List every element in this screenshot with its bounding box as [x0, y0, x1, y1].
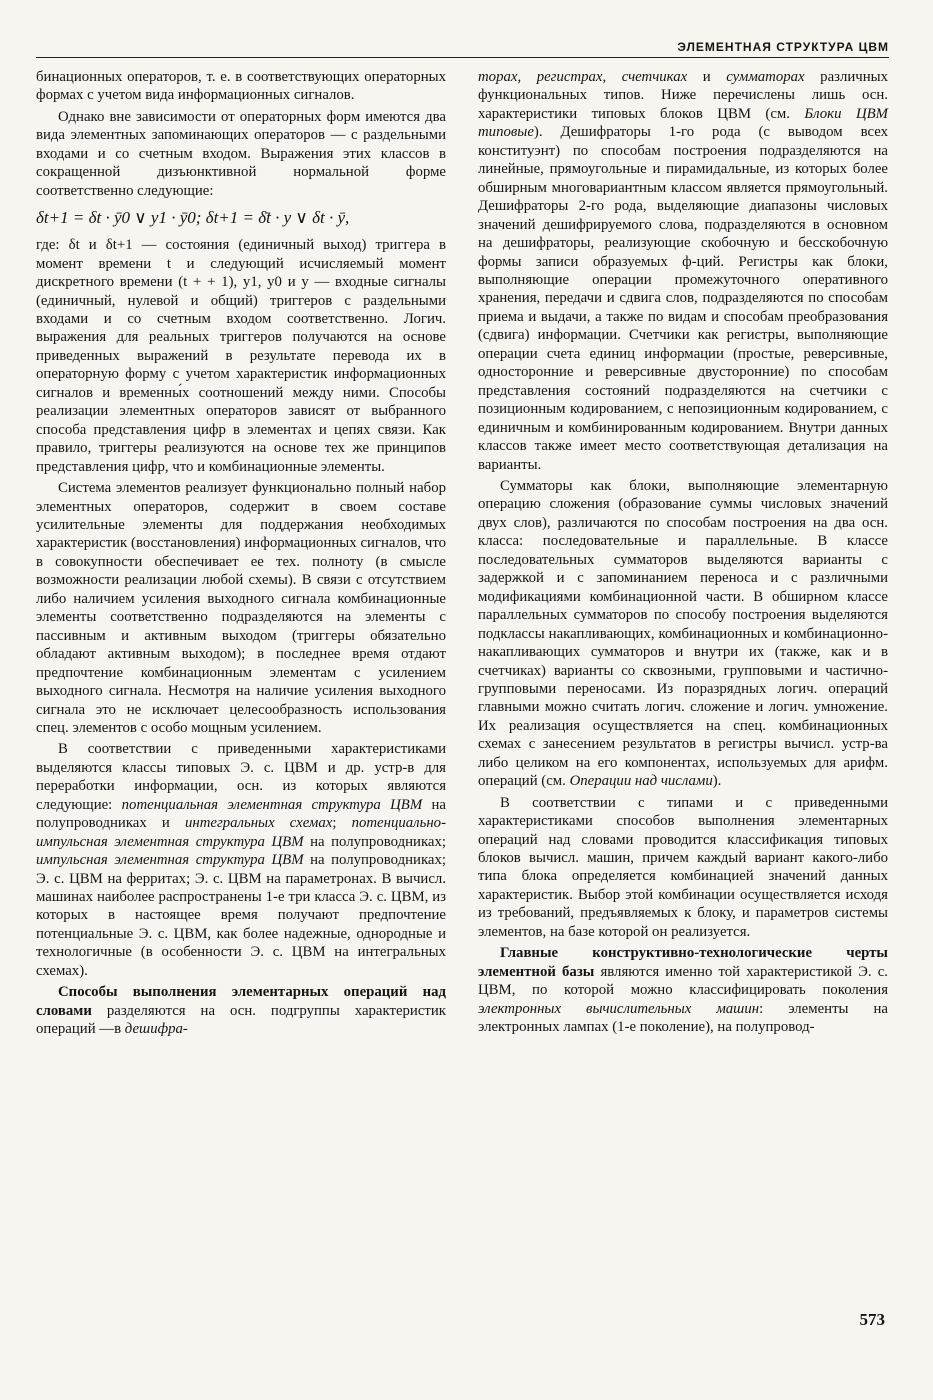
- left-column: [36, 68, 446, 1039]
- cross-reference[interactable]: электронных вычислительных машин: [478, 1000, 760, 1017]
- cross-reference[interactable]: импульсная элементная структура ЦВМ: [36, 852, 304, 869]
- cross-reference[interactable]: дешифра-: [124, 1021, 188, 1038]
- right-column: [478, 68, 888, 1037]
- cross-reference[interactable]: потенциальная элементная структура ЦВМ: [121, 796, 423, 813]
- paragraph: В соответствии с приведенными характеристиками выделяются классы типовых Э. с. ЦВМ и др. устр-в для переработки информации, осн. из которых являются следующие: потенциальная элементная структура ЦВМ на полупроводниках и интегральных схемах; потенциально-импульсная элементная структура ЦВМ на полупроводниках; импульсная элементная структура ЦВМ на полупроводниках; Э. с. ЦВМ на ферритах; Э. с. ЦВМ на параметронах. В вычисл. машинах наиболее распространены 1-е три класса Э. с. ЦВМ, из которых в настоящее время получают предпочтение потенциальные Э. с. ЦВМ, как более надежные, однородные и технологичные (в особенности Э. с. ЦВМ на интегральных схемах).: [36, 741, 447, 979]
- cross-reference[interactable]: Операции над числами: [569, 773, 713, 790]
- running-header: ЭЛЕМЕНТНАЯ СТРУКТУРА ЦВМ: [36, 40, 889, 58]
- paragraph: Однако вне зависимости от операторных форм имеются два вида элементных запоминающих операторов — с раздельными входами и со счетным входом. Выражения этих классов в сокращенной дизъюнктивной нормальной форме соответственно следующие:: [36, 108, 446, 199]
- cross-reference[interactable]: интегральных схемах: [184, 815, 333, 832]
- section-heading: Главные конструктивно-технологические черты элементной базы: [478, 945, 888, 980]
- page-number: 573: [859, 1310, 885, 1329]
- paragraph: Сумматоры как блоки, выполняющие элементарную операцию сложения (образование суммы числовых значений двух слов), различаются по способам построения на два осн. класса: последовательные и параллельные. В классе последовательных сумматоров выделяются варианты с задержкой и с запоминанием переноса и с различными модификациями комбинационной части. В обширном классе параллельных сумматоров по способу построения выделяются подклассы накапливающих, комбинационных и комбинационно-накапливающих сумматоров и внутри их (также, как и в счетчиках) варианты со сквозными, групповыми и частично-групповыми переносами. Из поразрядных логич. операций главными можно считать логич. сложение и логич. умножение. Их реализация осуществляется на спец. комбинационных схемах с занесением результатов в регистры вычисл. устр-ва либо целиком на его компонентах, используемых для арифм. операций (см. Операции над числами).: [478, 477, 888, 790]
- paragraph: В соответствии с типами и с приведенными характеристиками способов выполнения элементарных операций над словами проводится классификация типовых блоков вычисл. машин, причем каждый вариант какого-либо типа блока определяется комбинацией значений данных характеристик. Выбор этой комбинации осуществляется исходя из требований, предъявляемых к блоку, и параметров системы элементов, на базе которой он реализуется.: [478, 794, 888, 940]
- cross-reference[interactable]: Блоки ЦВМ типовые: [478, 105, 888, 141]
- section-heading: Способы выполнения элементарных операций над словами: [36, 984, 446, 1019]
- paragraph: где: δt и δt+1 — состояния (единичный выход) триггера в момент времени t и следующий исчисляемый момент дискретного времени (t + + 1), y1, y0 и y — входные сигналы (единичный, нулевой и общий) триггеров с раздельными входами и со счетным входом соответственно. Логич. выражения для реальных триггеров получаются на основе приведенных выражений в результате перевода их в операторную форму с учетом характеристик информационных сигналов и временны́х соотношений между ними. Способы реализации элементных операторов зависят от выбранного способа представления цифр в элементах и цепях связи. Как правило, триггеры реализуются на основе тех же принципов представления цифр, что и комбинационные элементы.: [36, 237, 446, 475]
- paragraph: Способы выполнения элементарных операций над словами разделяются на осн. подгруппы характеристик операций —в дешифра-: [36, 984, 446, 1038]
- paragraph: Система элементов реализует функционально полный набор элементных операторов, содержит в своем составе усилительные элементы для поддержания необходимых характеристик (восстановления) информационных сигналов, что в совокупности обеспечивает ее тех. полноту (в смысле возможности реализации любой схемы). В связи с отсутствием либо наличием усиления выходного сигнала комбинационные элементы соответственно подразделяются на элементы с пассивным и активным выходом (триггеры обязательно обладают активным выходом); в последнее время отдают предпочтение комбинационным элементам с усилением выходного сигнала. Несмотря на наличие усиления выходного сигнала это не исключает целесообразность использования спец. элементов с особо мощным усилением.: [36, 480, 446, 736]
- trigger-formula: δt+1 = δt · ȳ0 ∨ y1 · ȳ0; δt+1 = δ̄t · y ∨ δt · ȳ,: [36, 208, 350, 228]
- paragraph: бинационных операторов, т. е. в соответствующих операторных формах с учетом вида информационных сигналов.: [36, 69, 446, 104]
- paragraph: Главные конструктивно-технологические черты элементной базы являются именно той характеристикой Э. с. ЦВМ, по которой можно классифицировать поколения электронных вычислительных машин: элементы на электронных лампах (1-е поколение), на полупровод-: [478, 945, 888, 1036]
- cross-reference[interactable]: потенциально-импульсная элементная структура ЦВМ: [36, 815, 447, 850]
- paragraph: торах, регистрах, счетчиках и сумматорах различных функциональных типов. Ниже перечислены лишь осн. характеристики типовых блоков ЦВМ (см. Блоки ЦВМ типовые). Дешифраторы 1-го рода (с выводом всех конституэнт) по способам построения подразделяются на линейные, прямоугольные и пирамидальные, из которых более обширным многовариантным классом является прямоугольный. Дешифраторы 2-го рода, выделяющие диапазоны числовых значений дешифрируемого слова, подразделяются в основном на дешифраторы, реализующие скобочную и бесскобочную формы записи образуемых ф-ций. Регистры как блоки, выполняющие операции промежуточного оперативного хранения, передачи и сдвига слов, подразделяются по способам приема и выдачи, а также по видам и способам преобразования (сдвига) информации. Счетчики как регистры, выполняющие операции счета единиц информации (простые, реверсивные, односторонние и реверсивные двусторонние) по способам представления состояний подразделяются на счетчики с позиционным кодированием, с непозиционным кодированием, с единичным и комбинированным кодированием. Внутри данных классов также имеет место соответствующая детализация на варианты.: [478, 69, 888, 473]
